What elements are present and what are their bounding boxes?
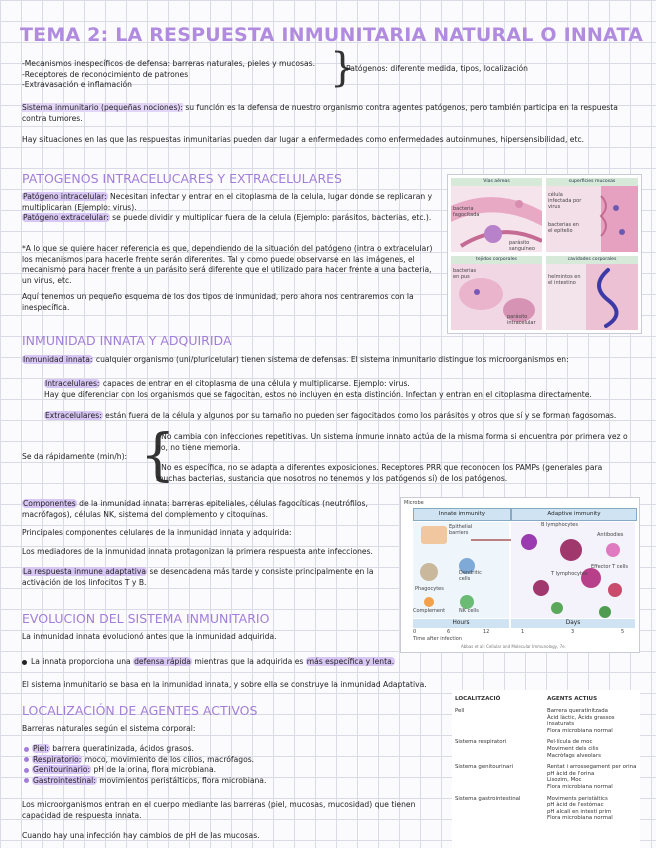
innate-def (22, 355, 634, 366)
table-row (452, 708, 639, 739)
figure-label: B lymphocytes (541, 522, 578, 528)
barriers-intro: Barreras naturales según el sistema corporal: (22, 724, 196, 733)
panel-label: célula infectada por virus (548, 192, 582, 210)
panel-label: helmintos en el intestino (548, 274, 581, 286)
table-cell: Sistema gastrointestinal (455, 795, 521, 802)
list-item (24, 765, 424, 776)
intracellular-def (44, 379, 634, 400)
text: movimientos peristálticos, flora microbiana. (96, 775, 267, 785)
figure-credit: Abbas et al: Cellular and Molecular Immunology, 7e. (461, 644, 566, 649)
agent-item: Flora microbiana normal (547, 815, 613, 822)
tick: 12 (483, 629, 490, 635)
text: La innata proporciona una (31, 657, 134, 666)
section-title: LOCALIZACIÓN DE AGENTES ACTIVOS (22, 703, 258, 718)
intro-list (22, 59, 342, 91)
panel-header: cavidades corporales (546, 256, 638, 264)
panel-mucosa (546, 178, 638, 252)
main-components: Principales componentes celulares de la inmunidad innata y adquirida: (22, 528, 292, 537)
figure-label: Microbe (404, 500, 424, 506)
text: cualquier organismo (uni/pluricelular) tienen sistema de defensas. El sistema inmunitario distingue los microorganismos en: (93, 355, 569, 364)
figure-label: Phagocytes (415, 586, 444, 592)
tick: 5 (621, 629, 625, 635)
panel-cavities (546, 256, 638, 330)
agent-item: pH alcalí en intestí prim (547, 808, 612, 815)
tick: 6 (447, 629, 451, 635)
bullet-icon (24, 768, 29, 773)
table-cell: Sistema respiratori (455, 739, 507, 746)
hours-bar: Hours (413, 619, 509, 628)
panel-tissues (451, 256, 542, 330)
panel-label: bacteria fagocitada (453, 206, 480, 218)
figure-label: Complement (413, 608, 446, 614)
figure-label: NK cells (459, 608, 479, 614)
intro-paragraph-2: Hay situaciones en las que las respuestas inmunitarias pueden dar lugar a enfermedades como enfermedades autoinmunes, hipersensibilidad, etc. (22, 135, 585, 144)
text: capaces de entrar en el citoplasma de una célula y multiplicarse. Ejemplo: virus. (100, 379, 410, 388)
panel-header: tejidos corporales (451, 256, 542, 264)
brace-icon: { (140, 423, 176, 488)
bullet-icon (22, 660, 27, 665)
term: Componentes (23, 499, 76, 508)
intro-item: -Extravasación e inflamación (22, 80, 132, 90)
table-cell (544, 764, 639, 795)
table-cell: Pell (455, 708, 465, 714)
text: barrera queratinizada, ácidos grasos. (49, 744, 194, 753)
table-row (452, 796, 639, 827)
evolution-point (22, 657, 442, 668)
immunity-timeline-figure (400, 497, 640, 653)
agent-item: Àcid làctic, Àcids grassos (547, 714, 615, 721)
agent-item: Flora microbiana normal (547, 727, 613, 734)
text: están fuera de la célula y algunos por su tamaño no pueden ser fagocitados como los parásitos y otros que sí y se forman fagosomas. (102, 411, 617, 420)
agent-item: pH àcid de l'orina (547, 770, 595, 777)
innate-header: Innate immunity (413, 508, 511, 521)
table-cell: Sistema genitourinari (455, 764, 514, 771)
table-cell (544, 708, 639, 739)
evolution-paragraph-2: El sistema inmunitario se basa en la inmunidad innata, y sobre ella se construye la inmunidad Adaptativa. (22, 680, 427, 689)
bullet-icon (24, 747, 29, 752)
agents-table (452, 696, 639, 827)
term: Intracelulares: (45, 379, 100, 388)
agent-item: Macròfags alveolars (547, 752, 601, 759)
section-title: EVOLUCION DEL SISTEMA INMUNITARIO (22, 611, 270, 626)
adaptive-paragraph (22, 567, 397, 588)
agent-item: insaturats (547, 721, 574, 728)
text: Hay que diferenciar con los organismos que se fagocitan, estos no incluyen en esta distinción. Infectan y entran en el citoplasma directamente. (44, 389, 592, 399)
term: La respuesta inmune adaptativa (23, 567, 147, 576)
agent-item: Moviment dels cilis (547, 745, 599, 752)
bullet-icon (24, 778, 29, 783)
panel-header: Vías aéreas (451, 178, 542, 186)
term: Patógeno extracelular: (23, 213, 109, 223)
evolution-paragraph: La inmunidad innata evolucionó antes que la inmunidad adquirida. (22, 632, 277, 641)
agent-item: Pel·lícula de moc (547, 739, 593, 746)
intro-paragraph (22, 103, 634, 124)
tick: 3 (571, 629, 575, 635)
figure-label: Dendritic cells (459, 570, 482, 582)
microorganism-paragraph: Los microorganismos entran en el cuerpo mediante las barreras (piel, mucosas, mucosidad) que tienen capacidad de respuesta innata. (22, 800, 416, 820)
tick: 0 (413, 629, 417, 635)
term: Genitourinario: (33, 765, 91, 775)
tick: 1 (521, 629, 525, 635)
agents-table-figure (452, 690, 640, 848)
term: Extracelulares: (45, 411, 102, 420)
panel-label: bacterias en pus (453, 268, 477, 280)
figure-label: Epithelial barriers (449, 524, 473, 536)
components-paragraph (22, 499, 397, 520)
figure-label: Effector T cells (591, 564, 628, 570)
figure-label: T lymphocytes (551, 571, 588, 577)
scheme-paragraph: Aquí tenemos un pequeño esquema de los dos tipos de inmunidad, pero ahora nos centraremos con la inespecífica. (22, 292, 414, 312)
agent-item: Barrera queratinitzada (547, 708, 608, 714)
table-row (452, 764, 639, 795)
rapid-label: Se da rápidamente (min/h): (22, 452, 128, 461)
agent-item: Moviments peristàltics (547, 795, 608, 802)
agent-item: Rentat i arrossegament per orina (547, 764, 637, 771)
barriers-list (24, 744, 424, 786)
pathogen-def (22, 192, 442, 224)
ph-paragraph: Cuando hay una infección hay cambios de pH de las mucosas. (22, 831, 260, 840)
figure-label: Antibodies (597, 532, 624, 538)
table-header: AGENTS ACTIUS (547, 696, 598, 702)
text: moco, movimiento de los cilios, macrófagos. (82, 754, 255, 764)
brace-icon: } (330, 45, 356, 91)
panel-header: superficies mucosas (546, 178, 638, 186)
agent-item: Flora microbiana normal (547, 783, 613, 790)
term: Piel: (33, 744, 49, 753)
list-item (24, 755, 424, 766)
intro-item: -Mecanismos inespecíficos de defensa: barreras naturales, pieles y mucosas. (22, 59, 316, 68)
table-header: LOCALITZACIÓ (455, 696, 501, 702)
panel-label: parásito intracelular (507, 314, 536, 326)
rapid-point: - No es específica, no se adapta a diferentes exposiciones. Receptores PRR que reconocen los PAMPs (generales para muchas bacterias, sustancia que nosotros no tenemos y los patógenos sí) de los patógenos. (156, 463, 603, 483)
pathogen-location-figure (447, 174, 642, 334)
text: su función es la defensa de nuestro organismo contra agentes patógenos, pero también participa en la respuesta contra tumores. (22, 103, 618, 123)
days-bar: Days (511, 619, 635, 628)
axis-label: Time after infection (413, 636, 462, 642)
list-item (24, 744, 424, 755)
list-item (24, 776, 424, 787)
note-paragraph: *A lo que se quiere hacer referencia es que, dependiendo de la situación del patógeno (intra o extracelular) los mecanismos para hacerle frente serán diferentes. Tal y como puede observarse en las imágenes, el mecanismo para hacer frente a un parásito será diferente que el utilizado para hacer frente a una bacteria, un virus, etc. (22, 244, 433, 285)
mediators-paragraph: Los mediadores de la inmunidad innata protagonizan la primera respuesta ante infecciones. (22, 547, 373, 556)
term: Patógeno intracelular: (23, 192, 107, 201)
table-row (452, 739, 639, 764)
term: Sistema inmunitario (pequeñas nociones): (22, 103, 183, 112)
text: se desencadena más tarde y consiste principalmente en la activación de los linfocitos T y B. (22, 567, 374, 587)
agent-item: pH àcid de l'estómac (547, 802, 604, 809)
panel-label: parásito sanguíneo (509, 240, 535, 252)
term: Respiratorio: (33, 754, 82, 764)
text: de la inmunidad innata: barreras epiteliales, células fagocíticas (neutrófilos, macrófagos), células NK, sistema del complemento y citoquinas. (22, 499, 368, 519)
rapid-point: - No cambia con infecciones repetitivas. Un sistema inmune innato actúa de la misma forma si encuentra por primera vez o no, no tiene memoria. (156, 432, 628, 452)
text: mientras que la adquirida es (191, 657, 306, 666)
bullet-icon (24, 757, 29, 762)
text: pH de la orina, flora microbiana. (91, 765, 217, 775)
adaptive-header: Adaptive immunity (511, 508, 637, 521)
extracellular-def (44, 411, 634, 422)
page-title: TEMA 2: LA RESPUESTA INMUNITARIA NATURAL O INNATA (20, 24, 644, 46)
agent-item: Lisozim, Moc (547, 777, 582, 784)
panel-label: bacterias en el epitelio (548, 222, 579, 234)
term: Gastrointestinal: (33, 775, 96, 785)
table-cell (544, 739, 639, 764)
intro-item: -Receptores de reconocimiento de patrones (22, 69, 189, 79)
term: más específica y lenta. (306, 657, 395, 666)
term: defensa rápida (134, 657, 191, 666)
text: se puede dividir y multiplicar fuera de la celula (Ejemplo: parásitos, bacterias, etc.). (109, 213, 432, 223)
brace-note: Patógenos: diferente medida, tipos, localización (346, 64, 528, 73)
term: Inmunidad innata: (23, 355, 93, 364)
panel-airways (451, 178, 542, 252)
section-title: PATOGENOS INTRACELUCARES Y EXTRACELULARES (22, 171, 342, 186)
table-cell (544, 796, 639, 827)
text: Necesitan infectar y entrar en el citoplasma de la celula, lugar donde se replicaran y multiplicaran (Ejemplo: virus). (22, 192, 433, 212)
section-title: INMUNIDAD INNATA Y ADQUIRIDA (22, 333, 232, 348)
